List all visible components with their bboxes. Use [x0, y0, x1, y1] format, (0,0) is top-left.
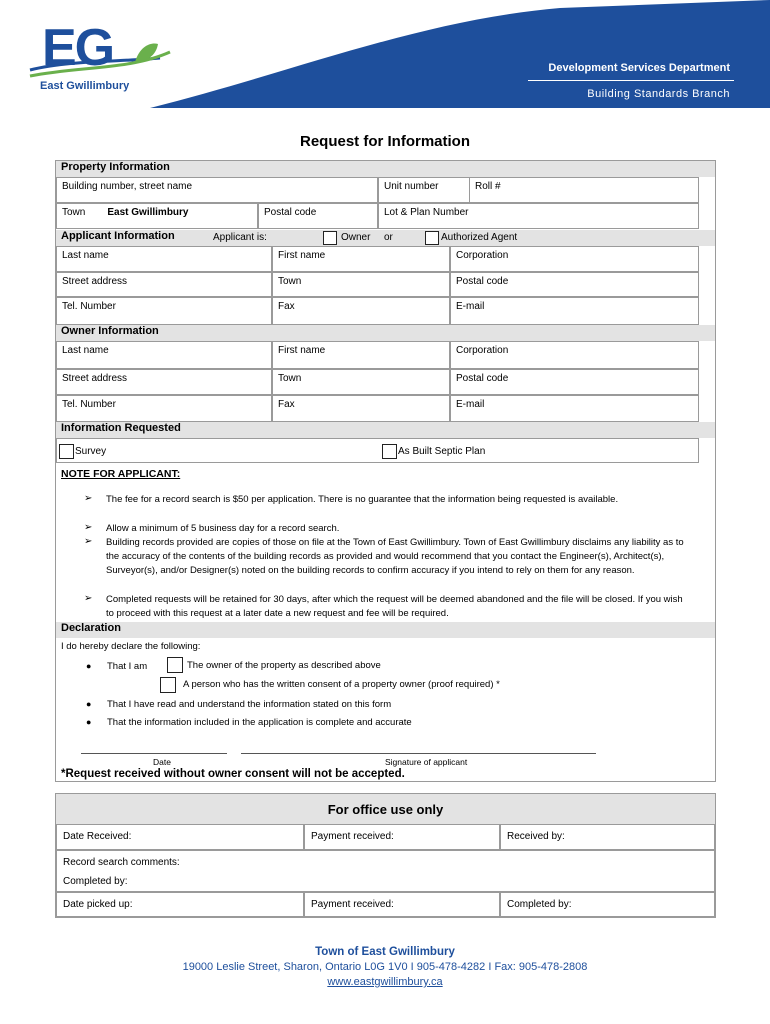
label: Last name — [62, 250, 109, 261]
owner-first-name[interactable] — [272, 341, 450, 369]
comments-label: Record search comments: — [63, 857, 180, 868]
owner-declaration-checkbox[interactable] — [167, 657, 183, 673]
note-item: Building records provided are copies of those on file at the Town of East Gwillimbury. Town of East Gwillimbury disclaims any liability as to the accuracy of the contents of the building records as provided and would recommend that you contact the Engineer(s), Architect(s), Surveyor(s), and/or Designer(s) noted on the building records to confirm accuracy if you intend to rely on them for any reason. — [106, 537, 684, 576]
unit-field[interactable] — [378, 177, 470, 203]
info-requested-row — [56, 438, 699, 463]
label: First name — [278, 345, 326, 356]
owner-fax[interactable] — [272, 395, 450, 422]
date-label: Date — [153, 757, 171, 767]
label: Payment received: — [311, 899, 394, 910]
header — [0, 0, 770, 108]
agent-checkbox[interactable] — [425, 231, 439, 245]
town-value: East Gwillimbury — [107, 207, 189, 218]
date-received-field[interactable] — [56, 824, 304, 850]
footer-address: 19000 Leslie Street, Sharon, Ontario L0G 1V0 I 905-478-4282 I Fax: 905-478-2808 — [182, 961, 588, 973]
building-label: Building number, street name — [62, 181, 193, 192]
bullet-icon: ● — [86, 717, 92, 727]
consent-declaration-label: A person who has the written consent of a property owner (proof required) * — [183, 679, 500, 690]
bullet-icon: ● — [86, 661, 92, 671]
label: Payment received: — [311, 831, 394, 842]
owner-declaration-label: The owner of the property as described above — [187, 660, 381, 671]
info-heading: Information Requested — [61, 422, 181, 434]
label: Last name — [62, 345, 109, 356]
label: Received by: — [507, 831, 565, 842]
signature-label: Signature of applicant — [385, 757, 468, 767]
unit-label: Unit number — [384, 181, 439, 192]
or-label: or — [384, 232, 393, 243]
label: E-mail — [456, 399, 485, 410]
postal-field[interactable] — [258, 203, 378, 229]
footer-website-link[interactable]: www.eastgwillimbury.ca — [327, 976, 443, 988]
applicant-first-name[interactable] — [272, 246, 450, 272]
label: Street address — [62, 276, 128, 287]
owner-heading: Owner Information — [61, 325, 159, 337]
owner-tel[interactable] — [56, 395, 272, 422]
arrow-icon: ➢ — [84, 493, 93, 504]
declaration-intro: I do hereby declare the following: — [61, 641, 201, 652]
bullet-icon: ● — [86, 699, 92, 709]
request-form — [55, 160, 716, 782]
building-field[interactable] — [56, 177, 378, 203]
consent-warning: *Request received without owner consent will not be accepted. — [61, 768, 405, 780]
arrow-icon: ➢ — [84, 593, 93, 604]
consent-declaration-checkbox[interactable] — [160, 677, 176, 693]
applicant-email[interactable] — [450, 297, 699, 325]
note-item: Allow a minimum of 5 business day for a record search. — [106, 523, 340, 534]
septic-checkbox[interactable] — [382, 444, 397, 459]
complete-statement: That the information included in the application is complete and accurate — [107, 717, 412, 728]
arrow-icon: ➢ — [84, 522, 93, 533]
applicant-fax[interactable] — [272, 297, 450, 325]
comments-field[interactable] — [56, 850, 715, 892]
label: Postal code — [456, 373, 509, 384]
logo: EG — [42, 19, 114, 77]
note-heading: NOTE FOR APPLICANT: — [61, 468, 181, 480]
applicant-heading: Applicant Information — [61, 230, 175, 242]
lot-plan-field[interactable] — [378, 203, 699, 229]
label: Tel. Number — [62, 301, 116, 312]
survey-checkbox[interactable] — [59, 444, 74, 459]
payment-received-2-field[interactable] — [304, 892, 500, 917]
page-title: Request for Information — [299, 133, 470, 150]
date-picked-up-field[interactable] — [56, 892, 304, 917]
applicant-street[interactable] — [56, 272, 272, 297]
date-line[interactable] — [81, 753, 227, 754]
owner-postal[interactable] — [450, 369, 699, 395]
property-heading: Property Information — [61, 161, 170, 173]
section-property — [56, 161, 715, 177]
owner-checkbox[interactable] — [323, 231, 337, 245]
completed-by-2-field[interactable] — [500, 892, 715, 917]
survey-label: Survey — [75, 446, 107, 457]
roll-label: Roll # — [475, 181, 501, 192]
label: Street address — [62, 373, 128, 384]
label: Postal code — [456, 276, 509, 287]
note-item: Completed requests will be retained for 30 days, after which the request will be deemed abandoned and the file will be closed. If you wish to proceed with this request at a later date a new request and fee will be required. — [106, 594, 683, 619]
roll-field[interactable] — [469, 177, 699, 203]
section-applicant — [56, 230, 715, 246]
label: Date Received: — [63, 831, 132, 842]
owner-street[interactable] — [56, 369, 272, 395]
that-i-am-label: That I am — [107, 661, 148, 672]
completed-by-label: Completed by: — [63, 876, 128, 887]
owner-corporation[interactable] — [450, 341, 699, 369]
label: E-mail — [456, 301, 485, 312]
branch-name: Building Standards Branch — [587, 88, 730, 100]
section-declaration — [56, 622, 715, 638]
arrow-icon: ➢ — [84, 536, 93, 547]
owner-option-label: Owner — [341, 232, 371, 243]
label: Tel. Number — [62, 399, 116, 410]
owner-last-name[interactable] — [56, 341, 272, 369]
label: Town — [278, 276, 302, 287]
header-divider — [528, 80, 734, 81]
applicant-tel[interactable] — [56, 297, 272, 325]
owner-email[interactable] — [450, 395, 699, 422]
postal-label: Postal code — [264, 207, 317, 218]
agent-option-label: Authorized Agent — [441, 232, 518, 243]
applicant-postal[interactable] — [450, 272, 699, 297]
note-item: The fee for a record search is $50 per application. There is no guarantee that the information being requested is available. — [106, 494, 619, 505]
applicant-is-label: Applicant is: — [213, 232, 267, 243]
received-by-field[interactable] — [500, 824, 715, 850]
label: Corporation — [456, 345, 509, 356]
label: Completed by: — [507, 899, 572, 910]
footer-org: Town of East Gwillimbury — [315, 946, 455, 958]
read-statement: That I have read and understand the information stated on this form — [107, 699, 392, 710]
label: Date picked up: — [63, 899, 133, 910]
town-field[interactable] — [56, 203, 258, 229]
payment-received-field[interactable] — [304, 824, 500, 850]
logo-name: East Gwillimbury — [40, 80, 130, 92]
label: Corporation — [456, 250, 509, 261]
label: Fax — [278, 301, 295, 312]
section-info-requested — [56, 422, 715, 438]
label: Fax — [278, 399, 295, 410]
office-heading: For office use only — [327, 802, 444, 817]
declaration-heading: Declaration — [61, 622, 121, 634]
applicant-town[interactable] — [272, 272, 450, 297]
applicant-corporation[interactable] — [450, 246, 699, 272]
signature-line[interactable] — [241, 753, 596, 754]
owner-town[interactable] — [272, 369, 450, 395]
septic-label: As Built Septic Plan — [398, 446, 486, 457]
office-use-box — [55, 793, 716, 918]
department-name: Development Services Department — [548, 62, 730, 74]
label: First name — [278, 250, 326, 261]
town-label: Town — [62, 207, 86, 218]
lot-plan-label: Lot & Plan Number — [384, 207, 469, 218]
label: Town — [278, 373, 302, 384]
section-owner — [56, 325, 715, 341]
applicant-last-name[interactable] — [56, 246, 272, 272]
